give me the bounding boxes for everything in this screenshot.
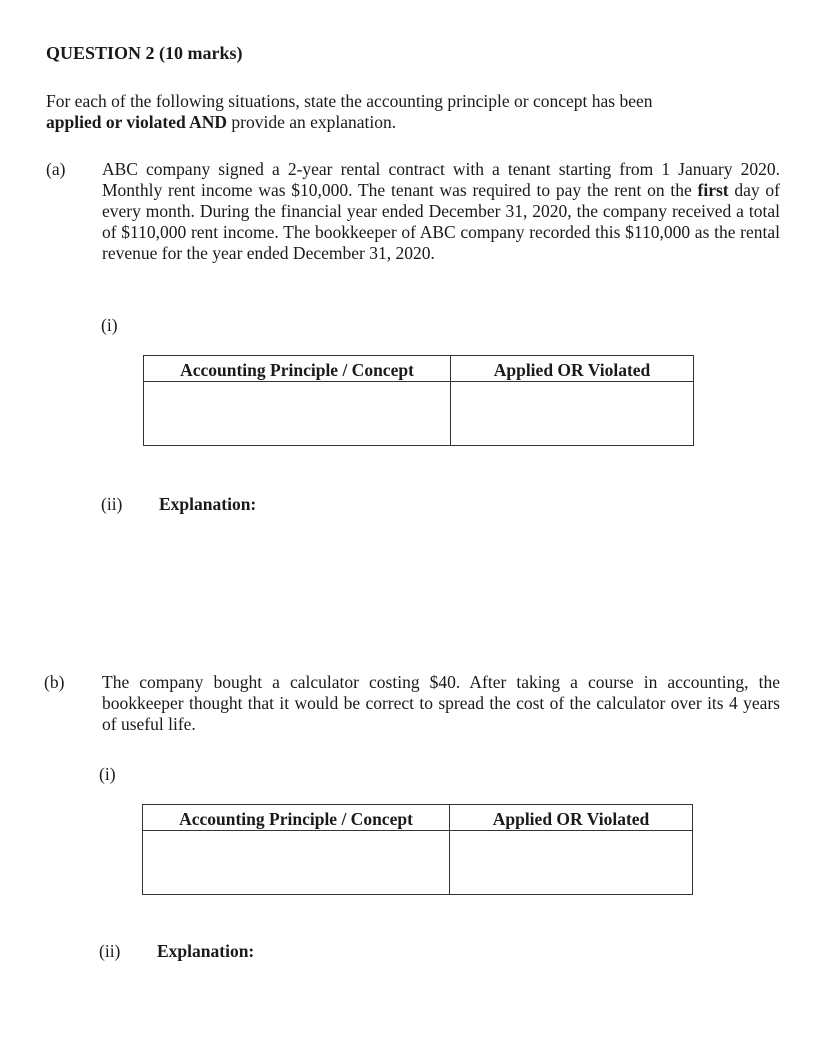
question-title: QUESTION 2 (10 marks) xyxy=(46,43,243,63)
part-b-sub-ii-label: (ii) xyxy=(99,941,121,961)
part-b-principle-input[interactable] xyxy=(143,831,449,894)
instructions-text-end: provide an explanation. xyxy=(227,112,397,132)
part-a-principle-header: Accounting Principle / Concept xyxy=(144,356,451,382)
instructions-text: For each of the following situations, state the accounting principle or concept has been xyxy=(46,91,653,111)
part-b-explanation-label: Explanation: xyxy=(157,941,255,961)
part-a-answer-table xyxy=(143,355,694,446)
part-a-text: ABC company signed a 2-year rental contract with a tenant starting from 1 January 2020. Monthly rent income was $10,000. The tenant was required to pay the rent on the xyxy=(102,159,780,200)
part-a-text-end: day of every month. During the financial year ended December 31, 2020, the company received a total of $110,000 rent income. The bookkeeper of ABC company recorded this $110,000 as the rental revenue for the year ended December 31, 2020. xyxy=(102,180,780,263)
part-b-principle-cell xyxy=(143,831,450,895)
part-b-applied-cell xyxy=(450,831,693,895)
part-b-label: (b) xyxy=(44,672,65,692)
part-a-explanation-input[interactable] xyxy=(159,522,783,656)
part-a-sub-ii-label: (ii) xyxy=(101,494,123,514)
part-b-text: The company bought a calculator costing $40. After taking a course in accounting, the bookkeeper thought that it would be correct to spread the cost of the calculator over its 4 years of useful life. xyxy=(102,672,780,734)
part-b-principle-header: Accounting Principle / Concept xyxy=(143,805,450,831)
part-a-label: (a) xyxy=(46,159,66,179)
instructions-emphasis: applied or violated AND xyxy=(46,112,228,132)
part-b-explanation-input[interactable] xyxy=(157,968,781,1052)
part-a-applied-input[interactable] xyxy=(451,382,693,445)
part-a-applied-header: Applied OR Violated xyxy=(451,356,694,382)
part-b-sub-i-label: (i) xyxy=(99,764,116,784)
part-b-applied-header: Applied OR Violated xyxy=(450,805,693,831)
part-b-applied-input[interactable] xyxy=(450,831,692,894)
part-a-applied-cell xyxy=(451,382,694,446)
part-a-principle-cell xyxy=(144,382,451,446)
part-a-bold-word: first xyxy=(697,180,729,200)
part-a-explanation-label: Explanation: xyxy=(159,494,257,514)
part-a-principle-input[interactable] xyxy=(144,382,450,445)
question-instructions xyxy=(46,91,746,133)
part-b-scenario xyxy=(102,672,780,735)
part-a-sub-i-label: (i) xyxy=(101,315,118,335)
part-b-answer-table xyxy=(142,804,693,895)
part-a-scenario xyxy=(102,159,780,264)
